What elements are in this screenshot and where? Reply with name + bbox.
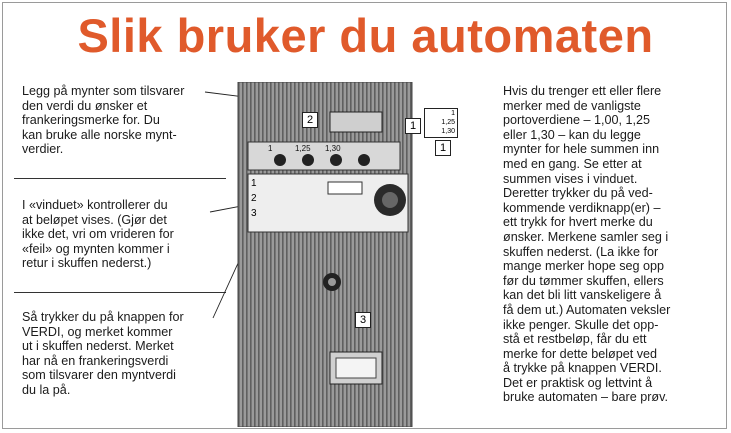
callout-1: 1 <box>405 118 421 134</box>
value-button-3 <box>330 154 342 166</box>
value-display-box <box>424 108 458 138</box>
instruction-coins: Legg på mynter som tilsvarer den verdi du ønsker et frankeringsmerke for. Du kan bruke alle norske mynt- verdier. <box>22 84 185 157</box>
stamp-machine-illustration <box>230 82 420 427</box>
knob-center <box>382 192 398 208</box>
callout-3: 3 <box>355 312 371 328</box>
instruction-value-button: Så trykker du på knappen for VERDI, og merket kommer ut i skuffen nederst. Merket har nå en frankeringsverdi som tilsvarer den myntverdi du la på. <box>22 310 184 397</box>
page-title: Slik bruker du automaten <box>77 9 654 62</box>
instruction-multiple-stamps: Hvis du trenger ett eller flere merker med de vanligste portoverdiene – 1,00, 1,25 eller 1,30 – kan du legge mynter for hele summen inn med en gang. Se etter at summen vises i vinduet. Deretter trykker du på ved- kommende verdiknapp(er) – ett trykk for hvert merke du ønsker. Merkene samler seg i skuffen nederst. (La ikke for mange merker hope seg opp før du tømmer skuffen, ellers kan det bli litt vanskeligere å få dem ut.) Automaten veksler ikke penger. Skulle det opp- stå et restbeløp, får du ett merke for dette beløpet ved å trykke på knappen VERDI. Det er praktisk og lettvint å bruke automaten – bare prøv. <box>503 84 671 405</box>
panel-step-3: 3 <box>251 208 257 219</box>
button-label-3: 1,30 <box>325 144 341 153</box>
machine-body <box>238 82 412 427</box>
callout-1b: 1 <box>435 140 451 156</box>
panel-step-2: 2 <box>251 193 257 204</box>
value-display-2: 1,25 <box>441 119 455 126</box>
value-display-3: 1,30 <box>441 128 455 135</box>
value-display-1: 1 <box>451 110 455 117</box>
callout-2: 2 <box>302 112 318 128</box>
value-button-1 <box>274 154 286 166</box>
value-button-2 <box>302 154 314 166</box>
amount-window <box>328 182 362 194</box>
button-label-2: 1,25 <box>295 144 311 153</box>
instruction-window: I «vinduet» kontrollerer du at beløpet vises. (Gjør det ikke det, vri om vrideren for «feil» og mynten kommer i retur i skuffen nederst.) <box>22 198 174 271</box>
button-label-1: 1 <box>268 144 273 153</box>
coin-slot <box>330 112 382 132</box>
value-button-4 <box>358 154 370 166</box>
panel-step-1: 1 <box>251 178 257 189</box>
